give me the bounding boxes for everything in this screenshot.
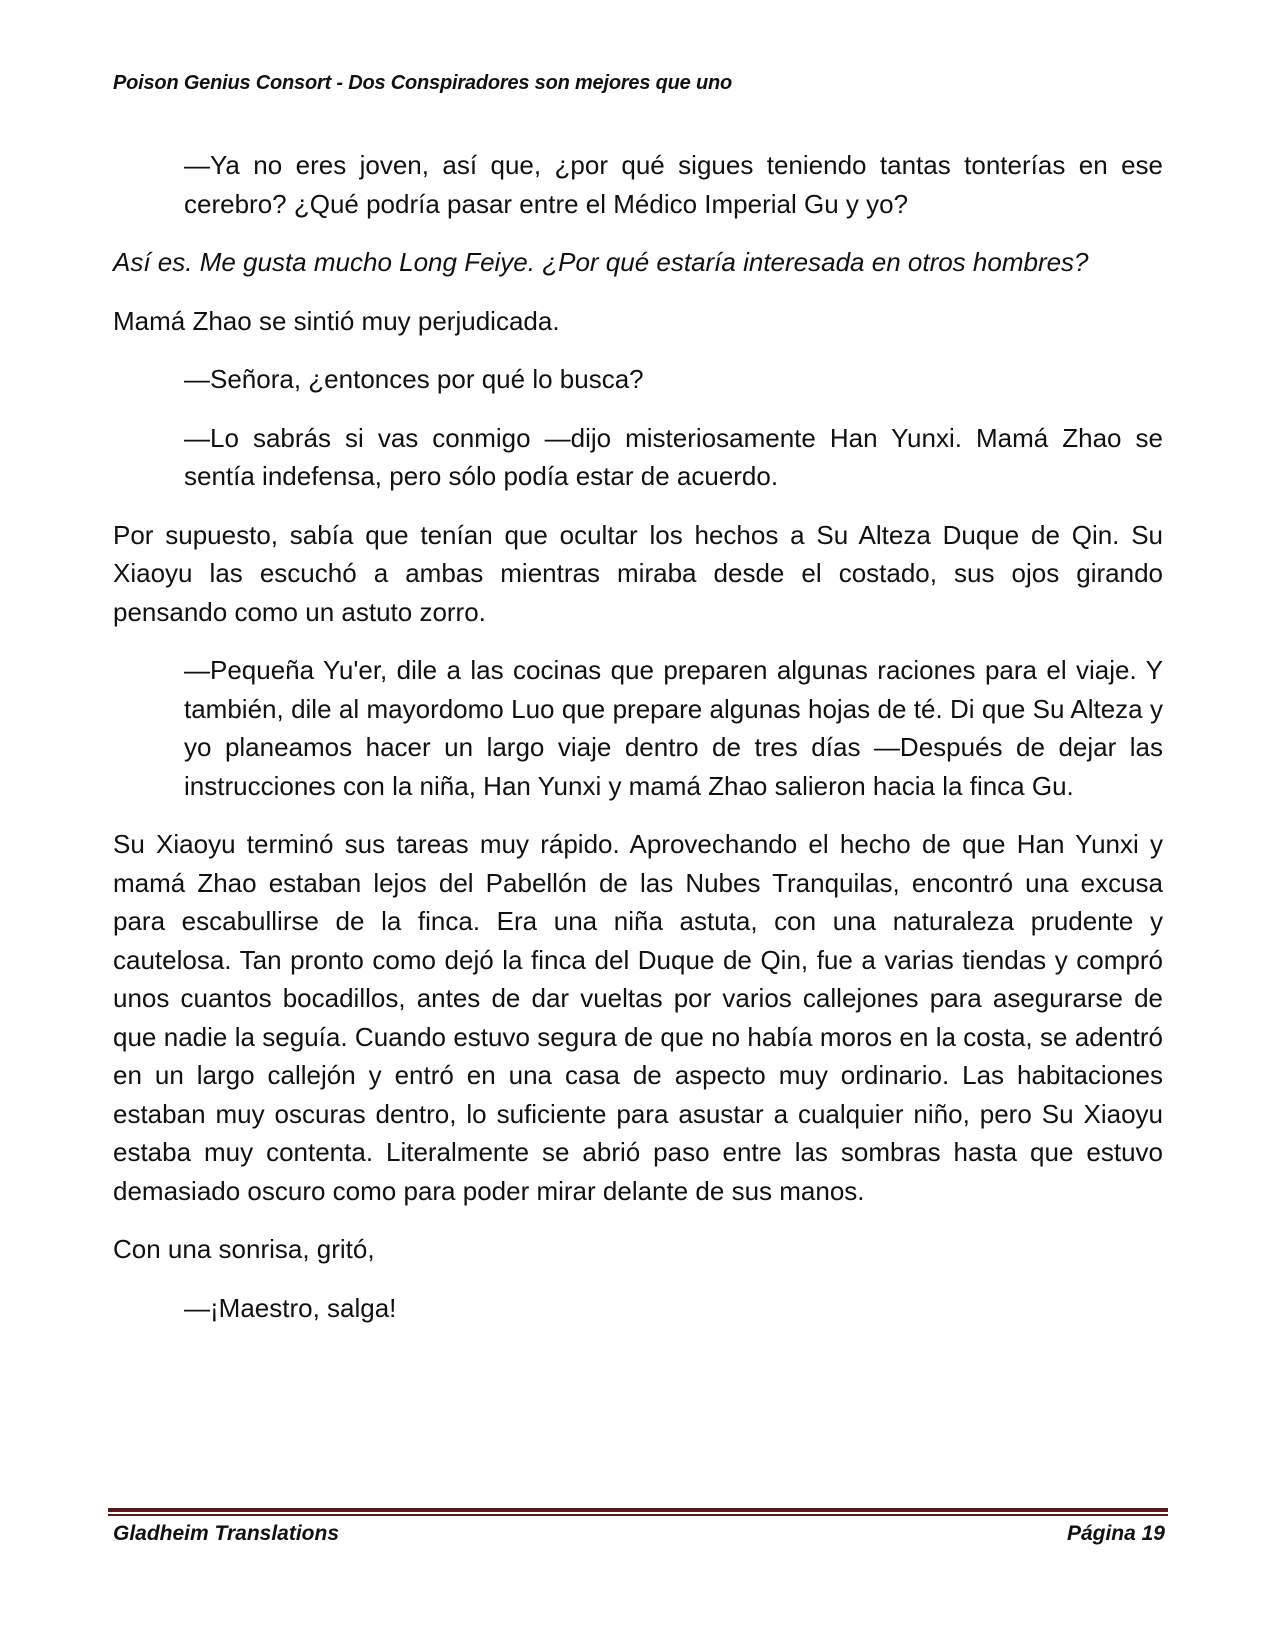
paragraph-3: Mamá Zhao se sintió muy perjudicada. xyxy=(113,305,560,336)
document-body xyxy=(113,146,1163,1347)
paragraph-4: —Señora, ¿entonces por qué lo busca? xyxy=(184,364,644,394)
paragraph-10: —¡Maestro, salga! xyxy=(184,1292,397,1323)
footer-divider-thick xyxy=(108,1508,1168,1512)
page-header-title: Poison Genius Consort - Dos Conspiradores son mejores que uno xyxy=(113,72,732,94)
footer-divider-thin xyxy=(108,1514,1168,1516)
footer-translator-name: Gladheim Translations xyxy=(113,1522,340,1545)
paragraph-6: Por supuesto, sabía que tenían que ocultar los hechos a Su Alteza Duque de Qin. Su Xiaoyu las escuchó a ambas mientras miraba desde el costado, sus ojos girando pensando como un astuto zorro. xyxy=(113,519,1163,627)
paragraph-5: —Lo sabrás si vas conmigo —dijo misteriosamente Han Yunxi. Mamá Zhao se sentía indefensa, pero sólo podía estar de acuerdo. xyxy=(184,422,1163,491)
paragraph-8: Su Xiaoyu terminó sus tareas muy rápido. Aprovechando el hecho de que Han Yunxi y mamá Zhao estaban lejos del Pabellón de las Nubes Tranquilas, encontró una excusa para escabullirse de la finca. Era una niña astuta, con una naturaleza prudente y cautelosa. Tan pronto como dejó la finca del Duque de Qin, fue a varias tiendas y compró unos cuantos bocadillos, antes de dar vueltas por varios callejones para asegurarse de que nadie la seguía. Cuando estuvo segura de que no había moros en la costa, se adentró en un largo callejón y entró en una casa de aspecto muy ordinario. Las habitaciones estaban muy oscuras dentro, lo suficiente para asustar a cualquier niño, pero Su Xiaoyu estaba muy contenta. Literalmente se abrió paso entre las sombras hasta que estuvo demasiado oscuro como para poder mirar delante de sus manos. xyxy=(113,829,1163,1206)
footer-page-number: Página 19 xyxy=(1066,1522,1165,1545)
paragraph-7: —Pequeña Yu'er, dile a las cocinas que preparen algunas raciones para el viaje. Y también, dile al mayordomo Luo que prepare algunas hojas de té. Di que Su Alteza y yo planeamos hacer un largo viaje dentro de tres días —Después de dejar las instrucciones con la niña, Han Yunxi y mamá Zhao salieron hacia la finca Gu. xyxy=(184,655,1163,801)
paragraph-2: Así es. Me gusta mucho Long Feiye. ¿Por qué estaría interesada en otros hombres? xyxy=(113,247,1089,277)
paragraph-9: Con una sonrisa, gritó, xyxy=(113,1234,375,1264)
paragraph-1: —Ya no eres joven, así que, ¿por qué sigues teniendo tantas tonterías en ese cerebro? ¿Qué podría pasar entre el Médico Imperial Gu y yo? xyxy=(184,150,1163,219)
